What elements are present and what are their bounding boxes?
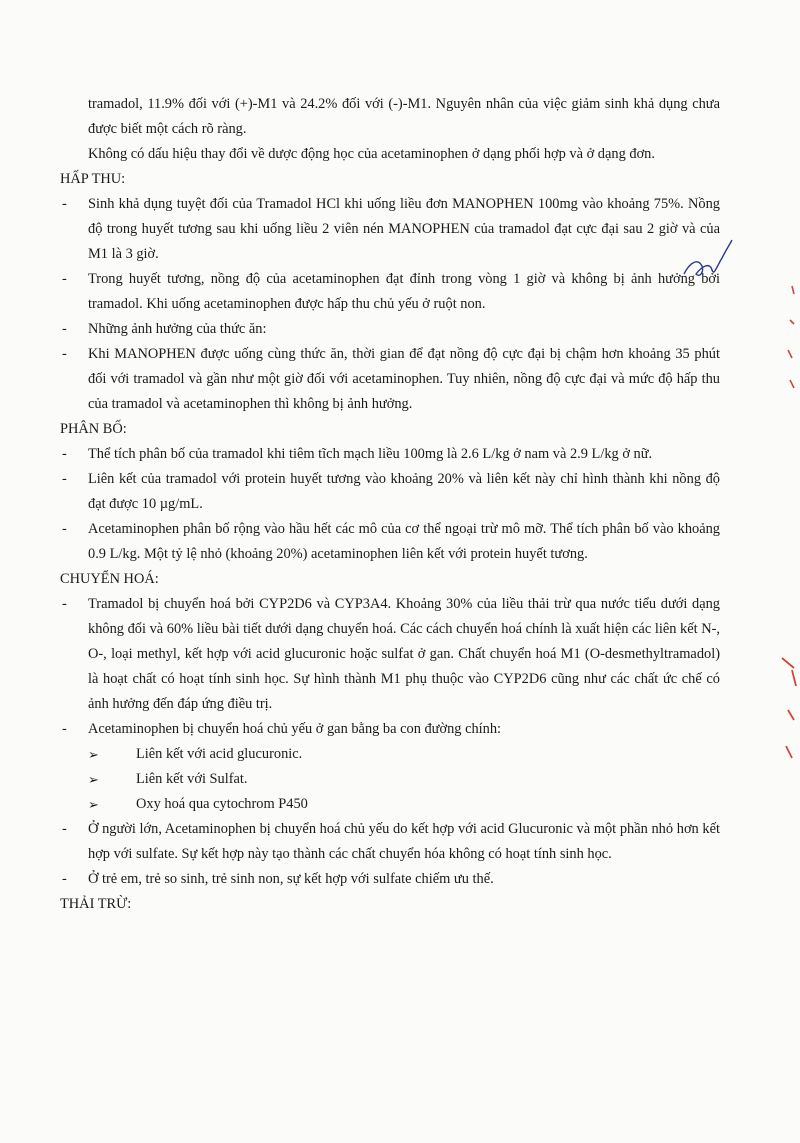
list-item: - Thể tích phân bố của tramadol khi tiêm tĩch mạch liều 100mg là 2.6 L/kg ở nam và 2.9 L/kg ở nữ. bbox=[62, 446, 653, 462]
list-item: - Liên kết của tramadol với protein huyết tương vào khoảng 20% và liên kết này chỉ hình thành khi nồng độ đạt được 10 µg/mL. bbox=[62, 471, 720, 512]
intro-paragraph-1: tramadol, 11.9% đối với (+)-M1 và 24.2% đối với (-)-M1. Nguyên nhân của việc giảm sinh khả dụng chưa được biết một cách rõ ràng. bbox=[88, 96, 720, 137]
red-edge-marks-icon bbox=[780, 280, 800, 400]
red-edge-marks-icon bbox=[776, 650, 800, 770]
list-item: - Sinh khả dụng tuyệt đối của Tramadol HCl khi uống liều đơn MANOPHEN 100mg vào khoảng 75%. Nồng độ trong huyết tương sau khi uống liều 2 viên nén MANOPHEN của tramadol đạt cực đại sau 2 giờ và của M1 là 3 giờ. bbox=[62, 196, 720, 262]
list-item: - Khi MANOPHEN được uống cùng thức ăn, thời gian để đạt nồng độ cực đại bị chậm hơn khoảng 35 phút đối với tramadol và gần như một giờ đối với acetaminophen. Tuy nhiên, nồng độ cực đại và mức độ hấp thu của tramadol và acetaminophen thì không bị ảnh hưởng. bbox=[62, 346, 720, 412]
sub-list-item: ➢ Liên kết với acid glucuronic. bbox=[60, 742, 720, 767]
heading-absorption: HẤP THU: bbox=[60, 171, 126, 187]
metabolism-list bbox=[60, 592, 720, 892]
sub-list-item: ➢ Liên kết với Sulfat. bbox=[60, 767, 720, 792]
list-item: - Ở người lớn, Acetaminophen bị chuyển hoá chủ yếu do kết hợp với acid Glucuronic và một phần nhỏ hơn kết hợp với sulfate. Sự kết hợp này tạo thành các chất chuyển hóa không có hoạt tính sinh học. bbox=[62, 821, 720, 862]
document-page bbox=[60, 92, 720, 917]
distribution-list bbox=[60, 442, 720, 567]
list-item: - Trong huyết tương, nồng độ của acetaminophen đạt đỉnh trong vòng 1 giờ và không bị ảnh hưởng bởi tramadol. Khi uống acetaminophen được hấp thu chủ yếu ở ruột non. bbox=[62, 271, 720, 312]
arrow-bullet-icon: ➢ bbox=[88, 747, 99, 762]
heading-elimination: THẢI TRỪ: bbox=[60, 896, 132, 912]
handwritten-initials-icon bbox=[676, 232, 736, 292]
list-item: - Acetaminophen bị chuyển hoá chủ yếu ở gan bằng ba con đường chính: bbox=[62, 721, 502, 737]
intro-paragraph-2: Không có dấu hiệu thay đổi về dược động học của acetaminophen ở dạng phối hợp và ở dạng đơn. bbox=[88, 146, 655, 162]
heading-metabolism: CHUYỂN HOÁ: bbox=[60, 571, 159, 587]
arrow-bullet-icon: ➢ bbox=[88, 772, 99, 787]
list-item: - Tramadol bị chuyển hoá bởi CYP2D6 và CYP3A4. Khoảng 30% của liều thải trừ qua nước tiểu dưới dạng không đổi và 60% liều bài tiết dưới dạng chuyển hoá. Các cách chuyển hoá chính là xuất hiện các liên kết N-, O-, loại methyl, kết hợp với acid glucuronic hoặc sulfat ở gan. Chất chuyển hoá M1 (O-desmethyltramadol) là hoạt chất có hoạt tính sinh học. Sự hình thành M1 phụ thuộc vào CYP2D6 cũng như các chất ức chế có ảnh hưởng đến đáp ứng điều trị. bbox=[62, 596, 720, 712]
absorption-list bbox=[60, 192, 720, 417]
sub-list-item: ➢ Oxy hoá qua cytochrom P450 bbox=[60, 792, 720, 817]
list-item: - Acetaminophen phân bố rộng vào hầu hết các mô của cơ thể ngoại trừ mô mỡ. Thể tích phân bố vào khoảng 0.9 L/kg. Một tỷ lệ nhỏ (khoảng 20%) acetaminophen liên kết với protein huyết tương. bbox=[62, 521, 720, 562]
arrow-bullet-icon: ➢ bbox=[88, 797, 99, 812]
list-item: - Ở trẻ em, trẻ so sinh, trẻ sinh non, sự kết hợp với sulfate chiếm ưu thế. bbox=[62, 871, 494, 887]
list-item: - Những ảnh hưởng của thức ăn: bbox=[62, 321, 267, 337]
heading-distribution: PHÂN BỐ: bbox=[60, 421, 127, 437]
